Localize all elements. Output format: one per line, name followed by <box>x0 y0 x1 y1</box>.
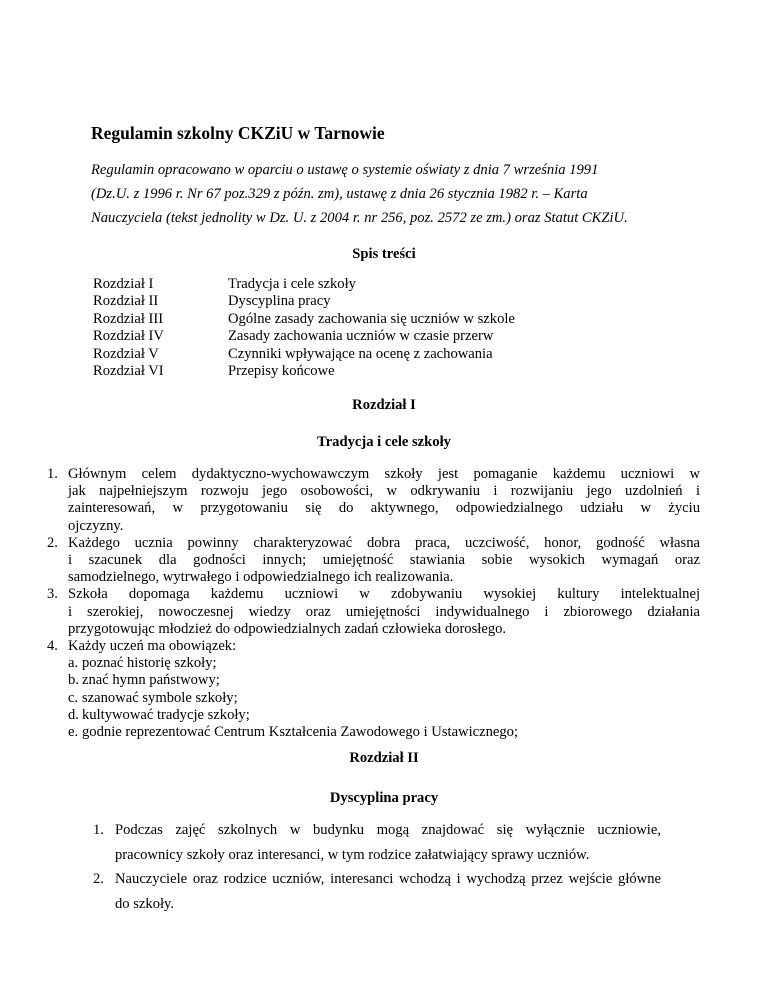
toc-chapter: Rozdział IV <box>93 328 164 345</box>
item-number: 4. <box>47 638 58 655</box>
text-line: Każdego ucznia powinny charakteryzować dobra praca, uczciwość, honor, godność własna <box>68 534 700 551</box>
sub-item <box>68 690 700 707</box>
sub-text: poznać historię szkoły; <box>82 655 217 672</box>
toc-title: Czynniki wpływające na ocenę z zachowania <box>228 345 493 362</box>
chapter1-list <box>47 466 700 741</box>
item-number: 2. <box>47 534 58 551</box>
text-line: Głównym celem dydaktyczno-wychowawczym szkoły jest pomaganie każdemu uczniowi w <box>68 466 700 482</box>
toc-row <box>93 346 515 363</box>
item-text <box>115 818 661 867</box>
list-item <box>47 638 700 741</box>
list-item <box>93 818 661 867</box>
toc-chapter: Rozdział V <box>93 345 159 362</box>
item-number: 1. <box>93 822 104 838</box>
toc-row <box>93 311 515 328</box>
list-item <box>47 535 700 587</box>
document-title: Regulamin szkolny CKZiU w Tarnowie <box>91 123 385 143</box>
item-text <box>68 535 700 587</box>
chapter2-heading: Rozdział II <box>349 750 419 766</box>
chapter1-heading: Rozdział I <box>352 397 416 413</box>
item-number: 2. <box>93 871 104 887</box>
item-text <box>68 586 700 638</box>
sub-letter: e. <box>68 724 79 741</box>
sub-letter: d. <box>68 706 79 723</box>
sub-letter: c. <box>68 689 79 706</box>
text-line: i szerokiej, nowoczesnej wiedzy oraz umiejętności indywidualnego i zbiorowego działania <box>68 603 700 620</box>
sub-item <box>68 724 700 741</box>
sub-item <box>68 707 700 724</box>
toc-title: Przepisy końcowe <box>228 363 335 380</box>
sub-item <box>68 655 700 672</box>
toc-title: Tradycja i cele szkoły <box>228 276 356 292</box>
toc-chapter: Rozdział VI <box>93 363 164 380</box>
text-line: samodzielnego, wytrwałego i odpowiedzialnego ich realizowania. <box>68 569 454 586</box>
chapter2-subheading: Dyscyplina pracy <box>329 790 439 806</box>
sub-text: znać hymn państwowy; <box>82 672 220 689</box>
toc-row <box>93 363 515 380</box>
text-line: Każdy uczeń ma obowiązek: <box>68 638 237 655</box>
intro-line: Regulamin opracowano w oparciu o ustawę o systemie oświaty z dnia 7 września 1991 <box>91 162 599 178</box>
text-line: Nauczyciele oraz rodzice uczniów, interesanci wchodzą i wychodzą przez wejście główne <box>115 871 661 887</box>
item-number: 3. <box>47 586 58 603</box>
text-line: i szacunek dla godności innych; umiejętność stawiania sobie wysokich wymagań oraz <box>68 552 700 569</box>
chapter2-list <box>93 818 661 916</box>
toc-row <box>93 276 515 293</box>
intro-line: Nauczyciela (tekst jednolity w Dz. U. z 2004 r. nr 256, poz. 2572 ze zm.) oraz Statut CKZiU. <box>91 210 628 226</box>
sub-item <box>68 672 700 689</box>
text-line: zainteresowań, w przygotowaniu się do aktywnego, odpowiedzialnego udziału w życiu <box>68 500 700 517</box>
text-line: ojczyzny. <box>68 517 124 534</box>
text-line: jak najpełniejszym rozwoju jego osobowości, w odkrywaniu i rozwijaniu jego uzdolnień i <box>68 483 700 500</box>
text-line: Podczas zajęć szkolnych w budynku mogą znajdować się wyłącznie uczniowie, <box>115 822 661 838</box>
sub-letter: b. <box>68 672 79 689</box>
item-text <box>115 867 661 916</box>
item-text <box>68 638 700 741</box>
chapter1-subheading: Tradycja i cele szkoły <box>317 434 451 450</box>
sub-text: godnie reprezentować Centrum Kształcenia Zawodowego i Ustawicznego; <box>82 724 519 741</box>
text-line: Szkoła dopomaga każdemu uczniowi w zdobywaniu wysokiej kultury intelektualnej <box>68 586 700 603</box>
text-line: przygotowując młodzież do odpowiedzialnych zadań człowieka dorosłego. <box>68 620 507 637</box>
list-item <box>47 586 700 638</box>
toc-chapter: Rozdział II <box>93 293 159 310</box>
list-item <box>93 867 661 916</box>
intro-paragraph <box>91 158 711 230</box>
toc-title: Dyscyplina pracy <box>228 293 331 310</box>
toc-row <box>93 328 515 345</box>
toc-heading: Spis treści <box>352 246 416 262</box>
text-line: do szkoły. <box>115 895 175 912</box>
toc-row <box>93 293 515 310</box>
intro-line: (Dz.U. z 1996 r. Nr 67 poz.329 z późn. zm), ustawę z dnia 26 stycznia 1982 r. – Karta <box>91 186 588 202</box>
table-of-contents <box>93 276 515 380</box>
toc-chapter: Rozdział I <box>93 276 154 292</box>
list-item <box>47 466 700 535</box>
toc-title: Zasady zachowania uczniów w czasie przerw <box>228 328 494 345</box>
sub-text: szanować symbole szkoły; <box>82 689 238 706</box>
sub-text: kultywować tradycje szkoły; <box>82 706 250 723</box>
toc-title: Ogólne zasady zachowania się uczniów w szkole <box>228 310 515 327</box>
sub-letter: a. <box>68 655 79 672</box>
item-number: 1. <box>47 466 58 482</box>
toc-chapter: Rozdział III <box>93 310 164 327</box>
item-text <box>68 466 700 535</box>
text-line: pracownicy szkoły oraz interesanci, w tym rodzice załatwiający sprawy uczniów. <box>115 846 590 863</box>
